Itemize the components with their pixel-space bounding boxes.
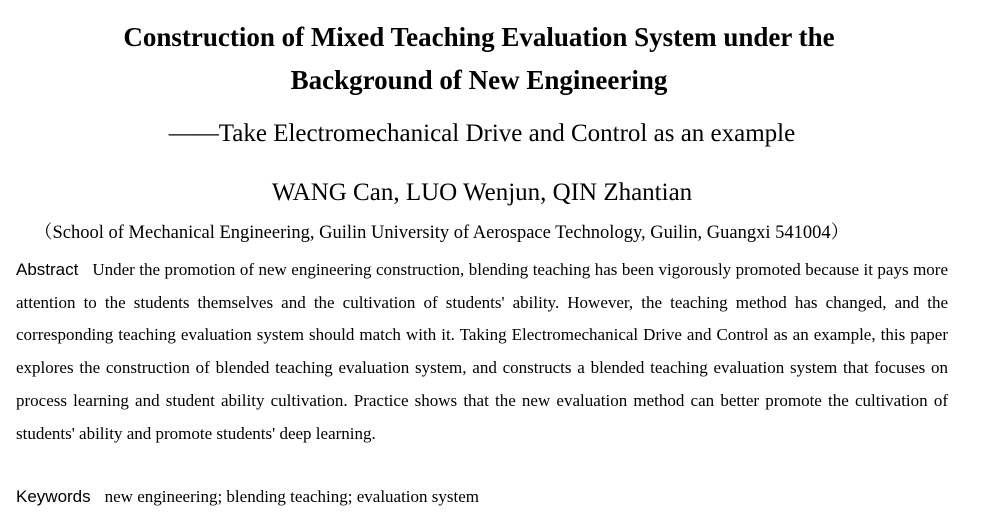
abstract-section [16,254,948,450]
abstract-text: Under the promotion of new engineering construction, blending teaching has been vigorously promoted because it pays more attention to the students themselves and the cultivation of students' ability. However, the teaching method has changed, and the corresponding teaching evaluation system should match with it. Taking Electromechanical Drive and Control as an example, this paper explores the construction of blended teaching evaluation system, and constructs a blended teaching evaluation system that focuses on process learning and student ability cultivation. Practice shows that the new evaluation method can better promote the cultivation of students' ability and promote students' deep learning. [16,260,948,443]
title-line-2: Background of New Engineering [290,65,668,95]
keywords-label: Keywords [16,487,91,506]
paper-subtitle: ——Take Electromechanical Drive and Control as an example [168,120,796,147]
title-line-1: Construction of Mixed Teaching Evaluation System under the [123,22,835,52]
keywords-text: new engineering; blending teaching; evaluation system [104,487,480,506]
keywords-section [16,482,479,512]
paper-title [0,16,958,102]
paper-affiliation: （School of Mechanical Engineering, Guilin University of Aerospace Technology, Guilin, Guangxi 541004） [34,223,850,243]
paper-authors: WANG Can, LUO Wenjun, QIN Zhantian [271,179,693,206]
abstract-label: Abstract [16,260,79,279]
